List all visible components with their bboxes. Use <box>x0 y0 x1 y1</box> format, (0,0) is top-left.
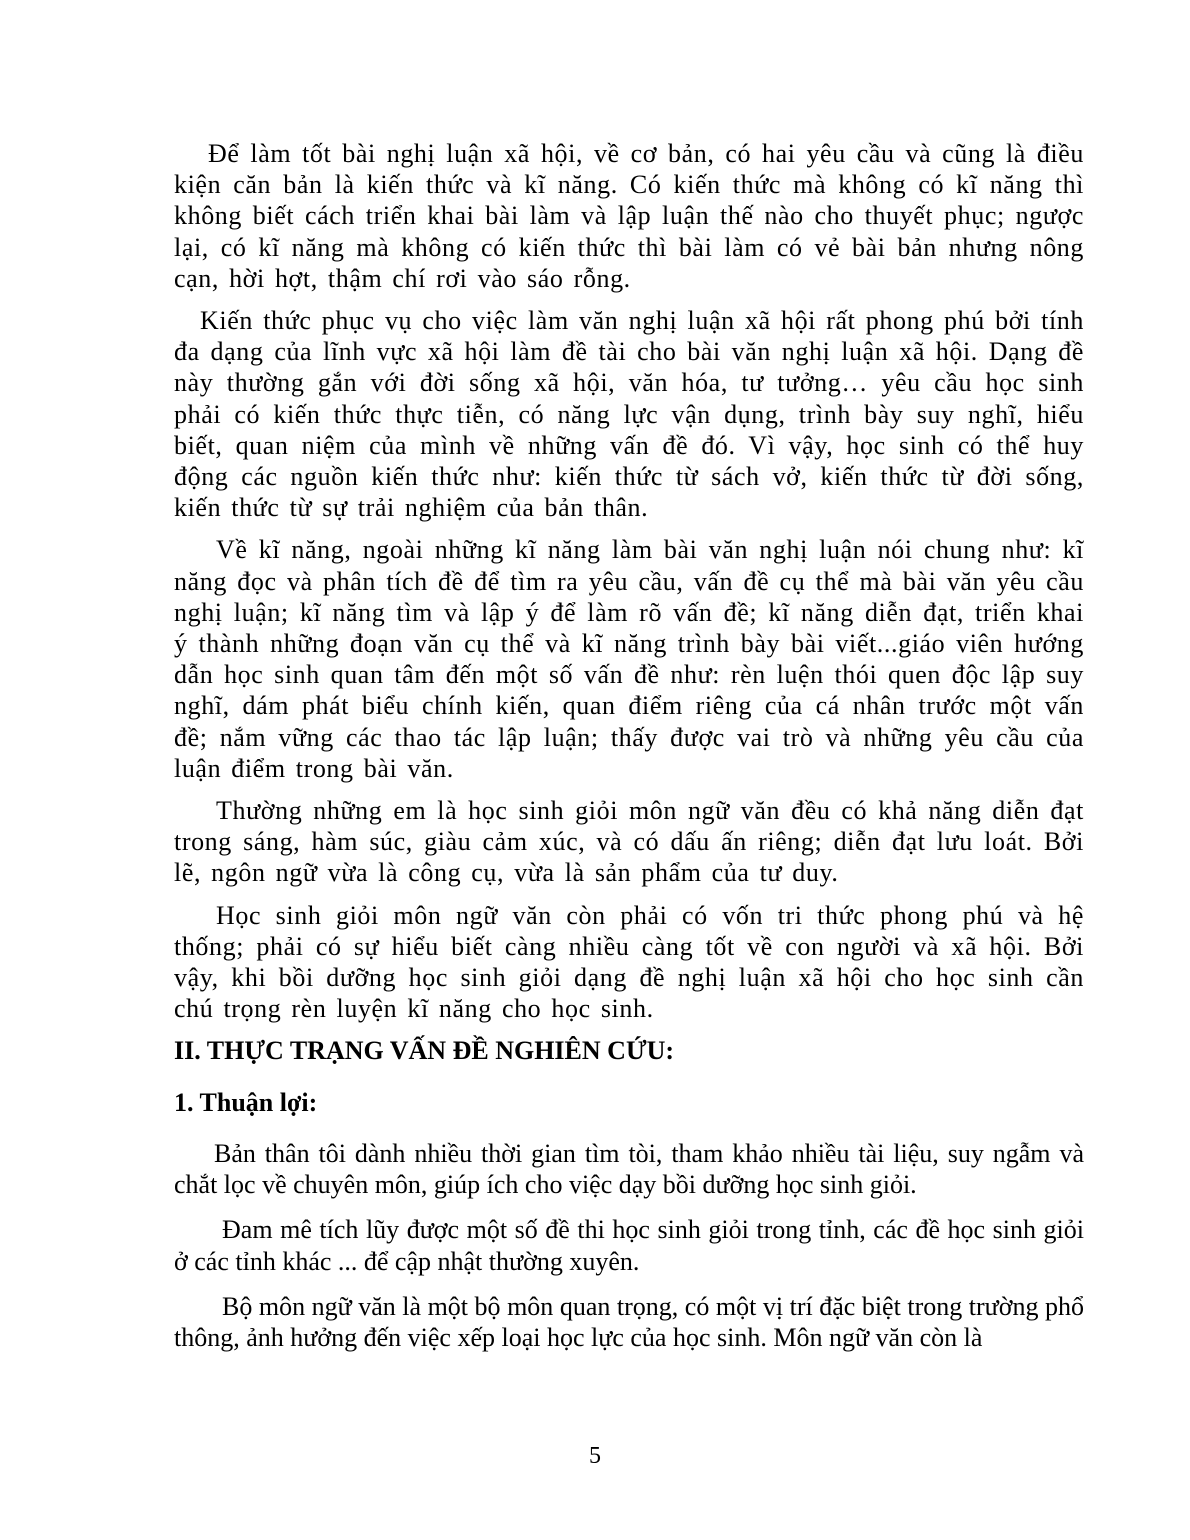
paragraph-advantage-self-study: Bản thân tôi dành nhiều thời gian tìm tòi, tham khảo nhiều tài liệu, suy ngẫm và chắt lọc về chuyên môn, giúp ích cho việc dạy bồi dưỡng học sinh giỏi. <box>174 1138 1084 1200</box>
section-heading: II. THỰC TRẠNG VẤN ĐỀ NGHIÊN CỨU: <box>174 1036 675 1066</box>
paragraph-expression: Thường những em là học sinh giỏi môn ngữ văn đều có khả năng diễn đạt trong sáng, hàm súc, giàu cảm xúc, và có dấu ấn riêng; diễn đạt lưu loát. Bởi lẽ, ngôn ngữ vừa là công cụ, vừa là sản phẩm của tư duy. <box>174 796 1084 888</box>
subsection-heading: 1. Thuận lợi: <box>174 1087 318 1117</box>
paragraph-knowledge-skills: Để làm tốt bài nghị luận xã hội, về cơ bản, có hai yêu cầu và cũng là điều kiện căn bản là kiến thức và kĩ năng. Có kiến thức mà không có kĩ năng thì không biết cách triển khai bài làm và lập luận thế nào cho thuyết phục; ngược lại, có kĩ năng mà không có kiến thức thì bài làm có vẻ bài bản nhưng nông cạn, hời hợt, thậm chí rơi vào sáo rỗng. <box>174 139 1084 293</box>
paragraph-advantage-subject: Bộ môn ngữ văn là một bộ môn quan trọng, có một vị trí đặc biệt trong trường phổ thông, ảnh hưởng đến việc xếp loại học lực của học sinh. Môn ngữ văn còn là <box>174 1291 1084 1352</box>
page-number: 5 <box>589 1443 601 1469</box>
page-content <box>174 138 1084 1364</box>
paragraph-advantage-exams: Đam mê tích lũy được một số đề thi học sinh giỏi trong tỉnh, các đề học sinh giỏi ở các tỉnh khác ... để cập nhật thường xuyên. <box>174 1215 1084 1276</box>
paragraph-skills: Về kĩ năng, ngoài những kĩ năng làm bài văn nghị luận nói chung như: kĩ năng đọc và phân tích đề để tìm ra yêu cầu, vấn đề cụ thể mà bài văn yêu cầu nghị luận; kĩ năng tìm và lập ý để làm rõ vấn đề; kĩ năng diễn đạt, triển khai ý thành những đoạn văn cụ thể và kĩ năng trình bày bài viết...giáo viên hướng dẫn học sinh quan tâm đến một số vấn đề như: rèn luện thói quen độc lập suy nghĩ, dám phát biểu chính kiến, quan điểm riêng của cá nhân trước một vấn đề; nắm vững các thao tác lập luận; thấy được vai trò và những yêu cầu của luận điểm trong bài văn. <box>174 535 1084 783</box>
paragraph-knowledge-system: Học sinh giỏi môn ngữ văn còn phải có vốn tri thức phong phú và hệ thống; phải có sự hiểu biết càng nhiều càng tốt về con người và xã hội. Bởi vậy, khi bồi dưỡng học sinh giỏi dạng đề nghị luận xã hội cho học sinh cần chú trọng rèn luyện kĩ năng cho học sinh. <box>174 900 1084 1024</box>
paragraph-knowledge-sources: Kiến thức phục vụ cho việc làm văn nghị luận xã hội rất phong phú bởi tính đa dạng của lĩnh vực xã hội làm đề tài cho bài văn nghị luận xã hội. Dạng đề này thường gắn với đời sống xã hội, văn hóa, tư tưởng… yêu cầu học sinh phải có kiến thức thực tiễn, có năng lực vận dụng, trình bày suy nghĩ, hiểu biết, quan niệm của mình về những vấn đề đó. Vì vậy, học sinh có thể huy động các nguồn kiến thức như: kiến thức từ sách vở, kiến thức từ đời sống, kiến thức từ sự trải nghiệm của bản thân. <box>174 306 1084 523</box>
